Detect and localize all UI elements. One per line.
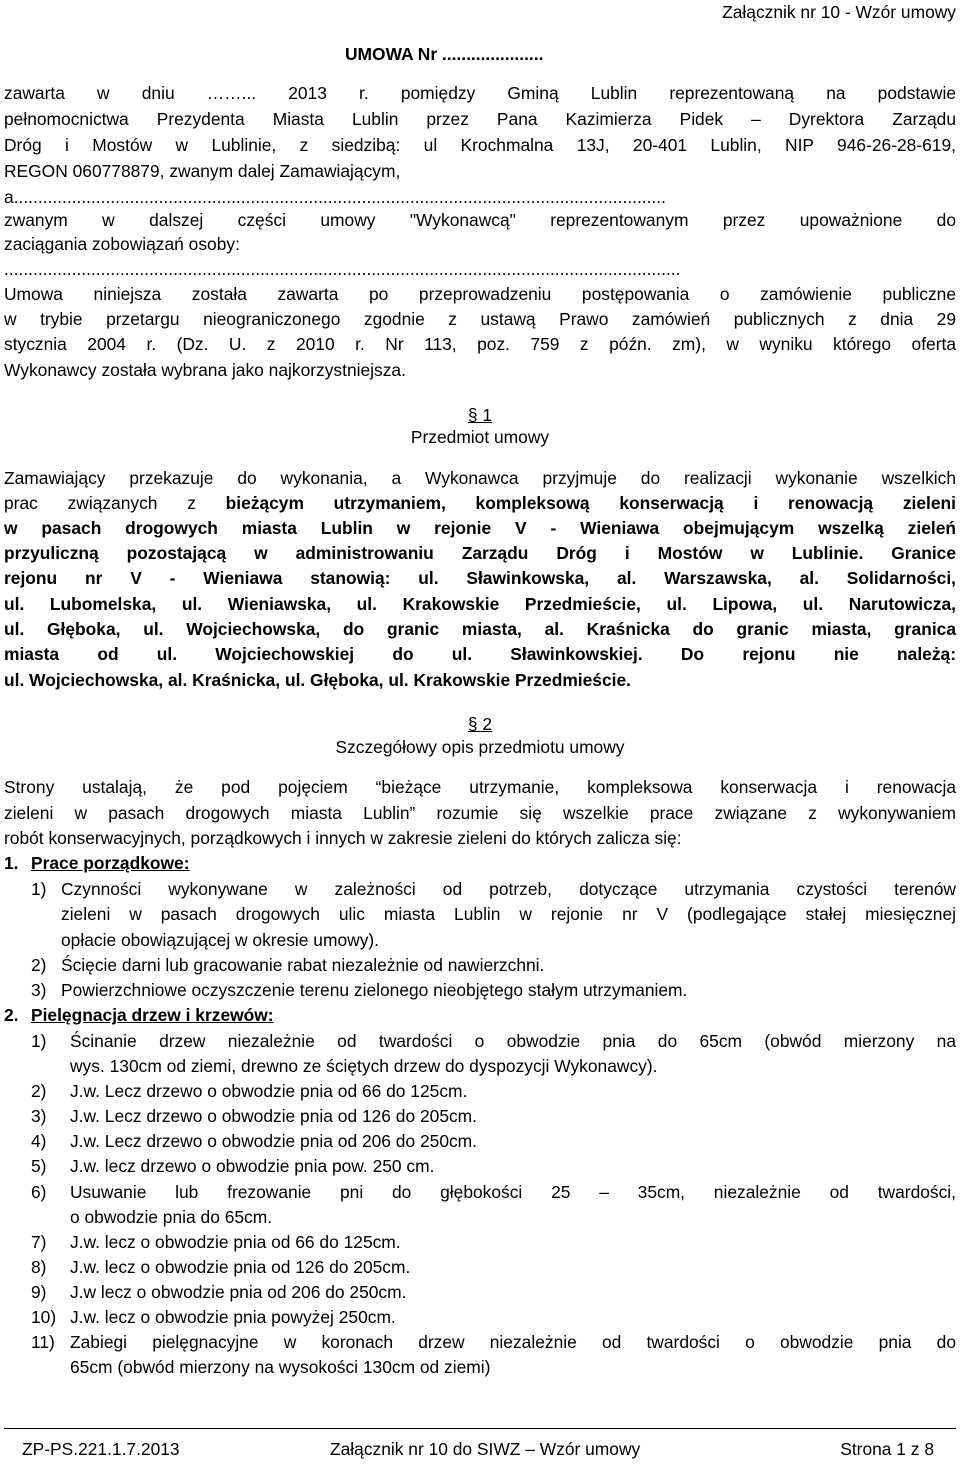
section-2-line: robót konserwacyjnych, porządkowych i innych w zakresie zieleni do których zalicza się: (4, 828, 682, 848)
intro-line: ............................................................................................................................................ (4, 259, 681, 279)
item-number: 6) (31, 1182, 47, 1202)
section-1-line (4, 491, 956, 517)
item-line: Powierzchniowe oczyszczenie terenu zielonego nieobjętego stałym utrzymaniem. (61, 980, 688, 1000)
item-line: zieleni w pasach drogowych ulic miasta Lublin w rejonie nr V (podlegające stałej miesięcznej (61, 904, 956, 924)
item-number: 8) (31, 1257, 47, 1277)
intro-line: stycznia 2004 r. (Dz. U. z 2010 r. Nr 113, poz. 759 z późn. zm), w wyniku którego oferta (4, 334, 956, 354)
intro-line: a....................................................................................................................................... (4, 187, 666, 207)
item-line: 65cm (obwód mierzony na wysokości 130cm od ziemi) (70, 1357, 491, 1377)
group-number: 1. (4, 853, 19, 873)
section-1-line: ul. Wojciechowska, al. Kraśnicka, ul. Głęboka, ul. Krakowskie Przedmieście. (4, 670, 631, 690)
item-number: 4) (31, 1131, 47, 1151)
section-1-line: ul. Lubomelska, ul. Wieniawska, ul. Krakowskie Przedmieście, ul. Lipowa, ul. Narutowicza, (4, 594, 956, 614)
group-title: Pielęgnacja drzew i krzewów: (31, 1005, 274, 1025)
group-title: Prace porządkowe: (31, 853, 190, 873)
item-line: opłacie obowiązującej w okresie umowy). (61, 930, 380, 950)
footer-page-number: Strona 1 z 8 (840, 1439, 934, 1459)
item-line: J.w lecz o obwodzie pnia od 206 do 250cm. (70, 1282, 407, 1302)
section-2-line: zieleni w pasach drogowych miasta Lublin” rozumie się wszelkie prace związane z wykonywaniem (4, 803, 956, 823)
item-line: J.w. lecz o obwodzie pnia od 66 do 125cm. (70, 1232, 401, 1252)
item-line: J.w. Lecz drzewo o obwodzie pnia od 126 do 205cm. (70, 1106, 477, 1126)
item-line: o obwodzie pnia do 65cm. (70, 1207, 273, 1227)
intro-line: REGON 060778879, zwanym dalej Zamawiającym, (4, 161, 401, 181)
section-1-line: w pasach drogowych miasta Lublin w rejonie V - Wieniawa obejmującym wszelką zieleń (4, 518, 956, 538)
intro-line: zawarta w dniu ……... 2013 r. pomiędzy Gminą Lublin reprezentowaną na podstawie (4, 83, 956, 103)
item-number: 11) (31, 1332, 55, 1352)
section-1-number: § 1 (467, 405, 493, 425)
item-number: 3) (31, 1106, 47, 1126)
item-line: J.w. Lecz drzewo o obwodzie pnia od 66 do 125cm. (70, 1081, 468, 1101)
intro-line: Dróg i Mostów w Lublinie, z siedzibą: ul Krochmalna 13J, 20-401 Lublin, NIP 946-26-28-619, (4, 135, 956, 155)
intro-line: pełnomocnictwa Prezydenta Miasta Lublin przez Pana Kazimierza Pidek – Dyrektora Zarządu (4, 109, 956, 129)
intro-line: zaciągania zobowiązań osoby: (4, 234, 240, 254)
section-1-line: ul. Głęboka, ul. Wojciechowska, do granic miasta, al. Kraśnicka do granic miasta, granica (4, 619, 956, 639)
item-line: wys. 130cm od ziemi, drewno ze ściętych drzew do dyspozycji Wykonawcy). (70, 1056, 658, 1076)
intro-line: Umowa niniejsza została zawarta po przeprowadzeniu postępowania o zamówienie publiczne (4, 284, 956, 304)
item-line: J.w. lecz o obwodzie pnia powyżej 250cm. (70, 1307, 396, 1327)
section-2-line: Strony ustalają, że pod pojęciem “bieżące utrzymanie, kompleksowa konserwacja i renowacja (4, 777, 956, 797)
item-number: 1) (31, 1031, 47, 1051)
item-line: Ścinanie drzew niezależnie od twardości o obwodzie pnia do 65cm (obwód mierzony na (70, 1031, 956, 1051)
item-line: Zabiegi pielęgnacyjne w koronach drzew niezależnie od twardości o obwodzie pnia do (70, 1332, 956, 1352)
item-number: 7) (31, 1232, 47, 1252)
item-line: J.w. lecz o obwodzie pnia od 126 do 205cm. (70, 1257, 411, 1277)
item-number: 9) (31, 1282, 47, 1302)
item-line: J.w. Lecz drzewo o obwodzie pnia od 206 do 250cm. (70, 1131, 477, 1151)
text-run: prac związanych z (4, 493, 226, 513)
item-line: J.w. lecz drzewo o obwodzie pnia pow. 250 cm. (70, 1156, 435, 1176)
item-line: Ścięcie darni lub gracowanie rabat niezależnie od nawierzchni. (61, 955, 545, 975)
item-line: Usuwanie lub frezowanie pni do głębokości 25 – 35cm, niezależnie od twardości, (70, 1182, 956, 1202)
section-2-number: § 2 (467, 714, 493, 734)
item-line: Czynności wykonywane w zależności od potrzeb, dotyczące utrzymania czystości terenów (61, 879, 956, 899)
intro-line: w trybie przetargu nieograniczonego zgodnie z ustawą Prawo zamówień publicznych z dnia 29 (4, 309, 956, 329)
section-1-line: przyuliczną pozostającą w administrowaniu Zarządu Dróg i Mostów w Lublinie. Granice (4, 543, 956, 563)
item-number: 3) (31, 980, 47, 1000)
section-1-line: miasta od ul. Wojciechowskiej do ul. Sławinkowskiej. Do rejonu nie należą: (4, 644, 956, 664)
contract-title: UMOWA Nr ..................... (345, 44, 544, 64)
intro-line: Wykonawcy została wybrana jako najkorzystniejsza. (4, 360, 406, 380)
section-1-line: rejonu nr V - Wieniawa stanowią: ul. Sławinkowska, al. Warszawska, al. Solidarności, (4, 568, 956, 588)
item-number: 5) (31, 1156, 47, 1176)
item-number: 2) (31, 1081, 47, 1101)
item-number: 10) (31, 1307, 57, 1327)
attachment-label: Załącznik nr 10 - Wzór umowy (722, 2, 956, 22)
item-number: 1) (31, 879, 47, 899)
page-footer (4, 1428, 956, 1470)
footer-attachment: Załącznik nr 10 do SIWZ – Wzór umowy (330, 1439, 641, 1459)
group-number: 2. (4, 1005, 19, 1025)
section-2-heading: Szczegółowy opis przedmiotu umowy (335, 737, 625, 757)
bold-run: bieżącym utrzymaniem, kompleksową konserwacją i renowacją zieleni (225, 493, 956, 513)
section-1-line: Zamawiający przekazuje do wykonania, a Wykonawca przyjmuje do realizacji wykonanie wszelkich (4, 468, 956, 488)
intro-line: zwanym w dalszej części umowy "Wykonawcą" reprezentowanym przez upoważnione do (4, 210, 956, 230)
footer-reference: ZP-PS.221.1.7.2013 (22, 1439, 180, 1459)
section-1-heading: Przedmiot umowy (410, 427, 550, 447)
item-number: 2) (31, 955, 47, 975)
